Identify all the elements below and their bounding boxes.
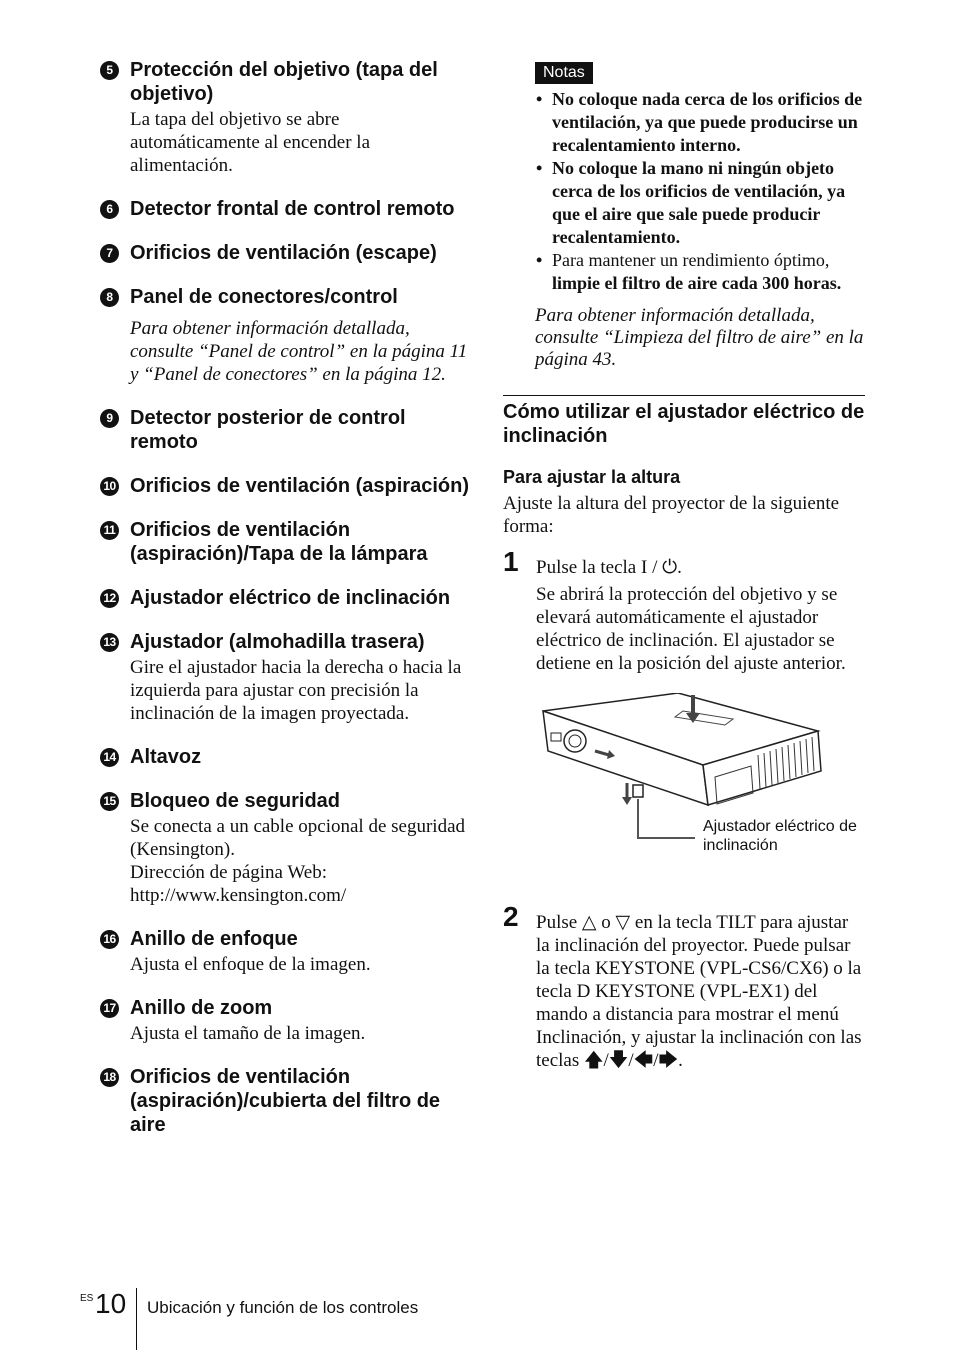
component-item (100, 474, 470, 498)
component-title: Ajustador (almohadilla trasera) (130, 631, 425, 653)
left-column (100, 58, 470, 1157)
item-number-badge: 18 (100, 1068, 119, 1087)
item-number-badge: 17 (100, 999, 119, 1018)
note-emphasis: limpie el filtro de aire cada 300 horas. (552, 273, 842, 293)
page-number: 10 (95, 1288, 127, 1319)
subsection-title: Para ajustar la altura (503, 467, 681, 487)
item-number-badge: 15 (100, 792, 119, 811)
component-title-row (100, 241, 470, 265)
component-item (100, 586, 470, 610)
component-title: Anillo de enfoque (130, 928, 298, 950)
component-title: Altavoz (130, 746, 202, 768)
component-title-row (100, 474, 470, 498)
footer-caption: Ubicación y función de los controles (147, 1298, 419, 1317)
note-item: • No coloque la mano ni ningún objeto cerca de los orificios de ventilación, ya que el aire que sale puede producir recalentamiento. (503, 157, 865, 249)
component-item (100, 996, 470, 1045)
component-item (100, 745, 470, 769)
component-item (100, 406, 470, 454)
item-number-badge: 8 (100, 288, 119, 307)
component-description: La tapa del objetivo se abre automáticamente al encender la alimentación. (130, 109, 371, 176)
step-instruction: Pulse la tecla I / ⏻. (536, 557, 682, 578)
note-item (503, 249, 865, 295)
note-text: Para mantener un rendimiento óptimo, (552, 250, 830, 270)
component-title: Anillo de zoom (130, 997, 273, 1019)
figure-callout-label: Ajustador eléctrico de inclinación (703, 818, 857, 854)
footer-divider (136, 1288, 137, 1350)
right-column (503, 62, 865, 1072)
item-number-badge: 11 (100, 521, 119, 540)
step-number: 2 (503, 901, 519, 932)
component-item (100, 518, 470, 566)
item-number-badge: 5 (100, 61, 119, 80)
component-title: Bloqueo de seguridad (130, 790, 341, 812)
component-title-row (100, 630, 470, 654)
section-divider (503, 395, 865, 396)
notes-badge: Notas (535, 62, 593, 84)
component-item (100, 630, 470, 725)
component-item (100, 1065, 470, 1137)
component-item (100, 241, 470, 265)
item-number-badge: 6 (100, 200, 119, 219)
projector-illustration (503, 693, 865, 893)
component-title-row (100, 1065, 470, 1137)
component-description: Ajusta el tamaño de la imagen. (130, 1023, 366, 1044)
component-title: Detector posterior de control remoto (130, 407, 406, 453)
section-title: Cómo utilizar el ajustador eléctrico de inclinación (503, 401, 865, 447)
component-item (100, 197, 470, 221)
step-instruction: Pulse △ o ▽ en la tecla TILT para ajustar la inclinación del proyector. Puede pulsar la tecla KEYSTONE (VPL-CS6/CX6) o la tecla D KEYSTONE (VPL-EX1) del mando a distancia para mostrar el menú Inclinación, y ajustar la inclinación con las teclas 🡅/🡇/🡄/🡆. (536, 912, 862, 1071)
component-description: Ajusta el enfoque de la imagen. (130, 954, 371, 975)
component-title-row (100, 518, 470, 566)
component-title: Orificios de ventilación (aspiración) (130, 475, 469, 497)
component-title: Orificios de ventilación (aspiración)/cubierta del filtro de aire (130, 1066, 441, 1136)
note-item: • No coloque nada cerca de los orificios de ventilación, ya que puede producirse un recalentamiento interno. (503, 88, 865, 157)
notes-reference: Para obtener información detallada, consulte “Limpieza del filtro de aire” en la página 43. (535, 305, 864, 370)
component-title: Panel de conectores/control (130, 286, 398, 308)
component-description: Se conecta a un cable opcional de seguridad (Kensington). Dirección de página Web: http://www.kensington.com/ (130, 816, 465, 906)
component-item (100, 58, 470, 177)
item-number-badge: 9 (100, 409, 119, 428)
component-description: Gire el ajustador hacia la derecha o hacia la izquierda para ajustar con precisión la inclinación de la imagen proyectada. (130, 657, 462, 724)
component-item (100, 789, 470, 907)
component-title-row (100, 789, 470, 813)
item-number-badge: 13 (100, 633, 119, 652)
component-item (100, 285, 470, 386)
component-title-row (100, 745, 470, 769)
item-number-badge: 7 (100, 244, 119, 263)
step-1 (503, 546, 865, 675)
component-title: Orificios de ventilación (aspiración)/Tapa de la lámpara (130, 519, 428, 565)
component-title-row (100, 197, 470, 221)
component-title-row (100, 58, 470, 106)
component-title: Detector frontal de control remoto (130, 198, 455, 220)
language-code: ES (80, 1293, 94, 1304)
component-reference: Para obtener información detallada, consulte “Panel de control” en la página 11 y “Panel de conectores” en la página 12. (130, 318, 468, 385)
component-title-row (100, 406, 470, 454)
component-title: Orificios de ventilación (escape) (130, 242, 437, 264)
notes-list (503, 88, 865, 295)
item-number-badge: 14 (100, 748, 119, 767)
item-number-badge: 12 (100, 589, 119, 608)
component-item (100, 927, 470, 976)
component-title: Protección del objetivo (tapa del objetivo) (130, 59, 438, 105)
component-title-row (100, 586, 470, 610)
component-title-row (100, 927, 470, 951)
intro-paragraph: Ajuste la altura del proyector de la siguiente forma: (503, 493, 840, 537)
step-2 (503, 901, 865, 1072)
step-description: Se abrirá la protección del objetivo y se elevará automáticamente el ajustador eléctrico de inclinación. El ajustador se detiene en la posición del ajuste anterior. (536, 584, 846, 674)
item-number-badge: 10 (100, 477, 119, 496)
component-title: Ajustador eléctrico de inclinación (130, 587, 451, 609)
component-title-row (100, 996, 470, 1020)
component-title-row (100, 285, 470, 309)
item-number-badge: 16 (100, 930, 119, 949)
step-number: 1 (503, 546, 519, 577)
projector-drawing (503, 693, 865, 893)
